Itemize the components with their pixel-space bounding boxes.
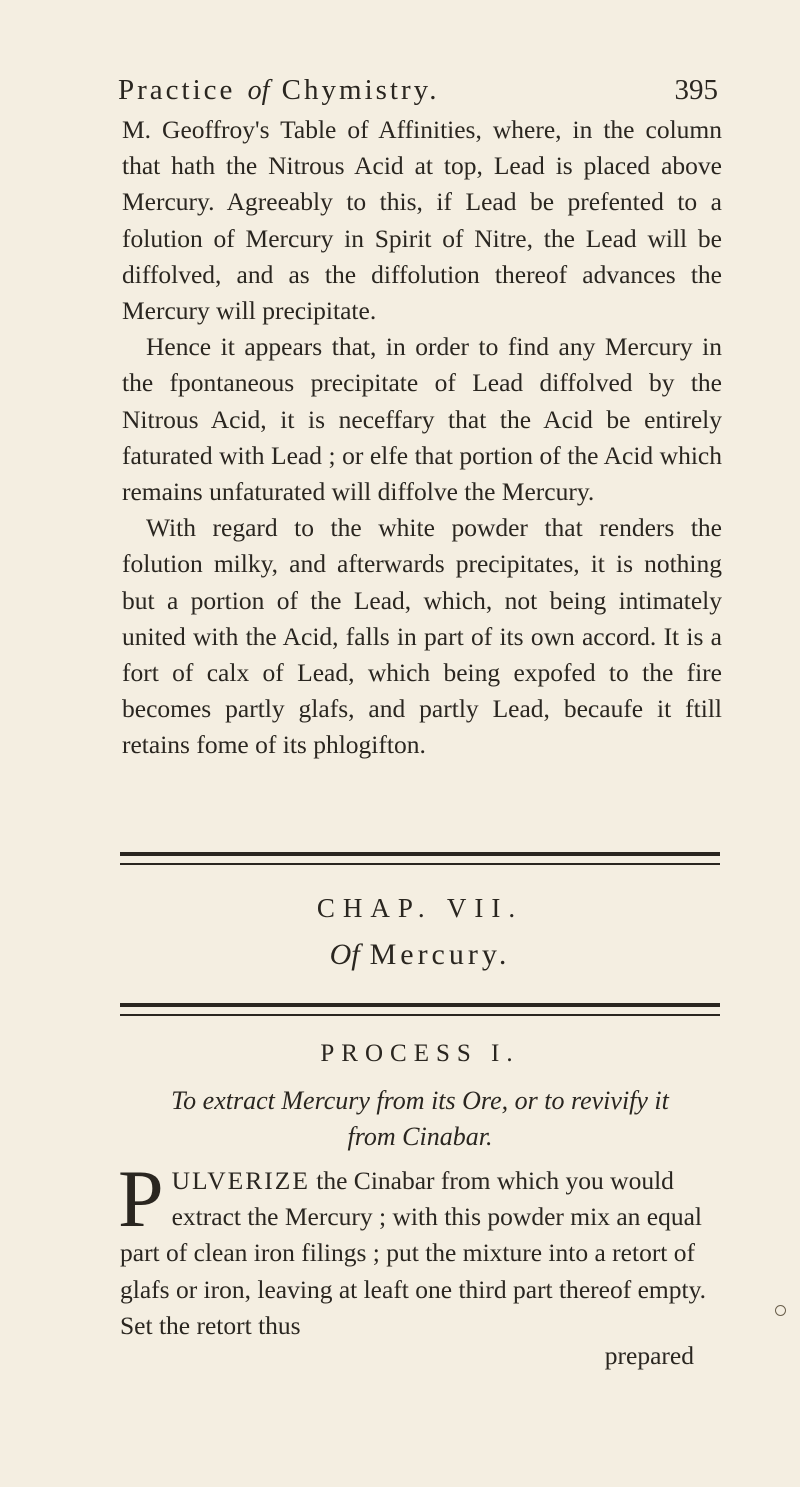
process-body: the Cinabar from which you would extract the Mercury ; with this powder mix an equal part of clean iron filings ; put the mixture into a retort of glafs or iron, leaving at leaft one third part thereof empty. Set the retort thus — [120, 1166, 707, 1340]
chapter-heading: CHAP. VII. — [316, 893, 524, 923]
process-title-line: from Cinabar. — [347, 1122, 493, 1151]
process-title-line: To extract Mercury from its Ore, or to revivify it — [171, 1086, 669, 1115]
process-heading: PROCESS I. — [320, 1040, 520, 1067]
chapter-bottom-rule — [120, 1003, 720, 1016]
running-head-chymistry: Chymistry. — [281, 74, 440, 106]
paragraph: Hence it appears that, in order to find any Mercury in the fpontaneous precipitate of Lead diffolved by the Nitrous Acid, it is neceffary that the Acid be entirely faturated with Lead ; or elfe that portion of the Acid which remains unfaturated will diffolve the Mercury. — [122, 332, 722, 507]
thin-rule — [120, 863, 720, 865]
process-title — [120, 1083, 720, 1155]
running-head — [118, 74, 718, 107]
chapter-top-rule — [120, 852, 720, 865]
catchword: prepared — [604, 1341, 694, 1371]
page-number: 395 — [674, 74, 718, 106]
process-text — [118, 1153, 722, 1374]
chapter-subtitle-name: Mercury. — [369, 938, 511, 971]
paragraph: With regard to the white powder that renders the folution milky, and afterwards precipitates, it is nothing but a portion of the Lead, which, not being intimately united with the Acid, falls in part of its own accord. It is a fort of calx of Lead, which being expofed to the fire becomes partly glafs, and partly Lead, becaufe it ftill retains fome of its phlogifton. — [122, 513, 722, 760]
thin-rule — [120, 1014, 720, 1016]
thick-rule — [120, 1003, 720, 1007]
page-mark-icon — [775, 1305, 786, 1316]
lead-caps: ULVERIZE — [171, 1166, 310, 1195]
chapter-subtitle — [120, 938, 720, 972]
paragraph: M. Geoffroy's Table of Affinities, where, in the column that hath the Nitrous Acid at top, Lead is placed above Mercury. Agreeably to this, if Lead be prefented to a folution of Mercury in Spirit of Nitre, the Lead will be diffolved, and as the diffolution thereof advances the Mercury will precipitate. — [122, 115, 722, 326]
thick-rule — [120, 852, 720, 856]
chapter-subtitle-of: Of — [329, 938, 360, 971]
running-head-of: of — [247, 75, 270, 106]
body-text — [122, 112, 722, 764]
drop-cap: P — [118, 1153, 164, 1244]
running-head-practice: Practice — [118, 74, 236, 106]
